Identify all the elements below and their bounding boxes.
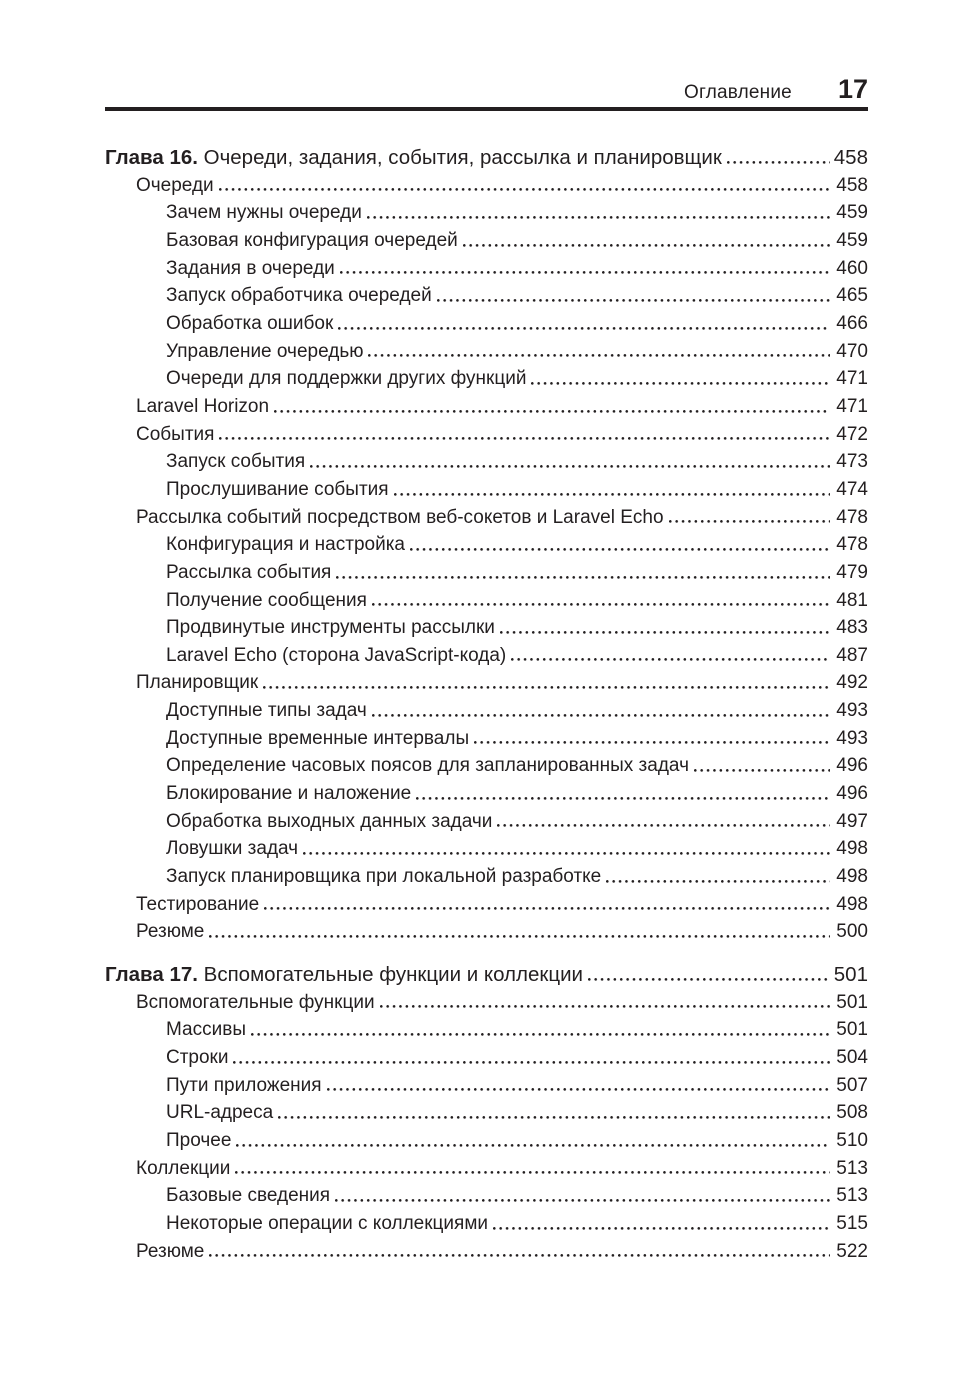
entry-page-number: 498	[836, 893, 868, 915]
toc-entry	[105, 1016, 868, 1044]
entry-page-number: 498	[836, 838, 868, 860]
toc-entry	[105, 338, 868, 366]
entry-title: Базовая конфигурация очередей	[166, 229, 458, 251]
dot-leader	[727, 161, 830, 164]
entry-page-number: 498	[836, 866, 868, 888]
entry-page-number: 487	[836, 644, 868, 666]
dot-leader	[235, 1171, 830, 1174]
dot-leader	[493, 1227, 830, 1230]
entry-title: Запуск обработчика очередей	[166, 285, 432, 307]
entry-page-number: 474	[836, 478, 868, 500]
toc-entry	[105, 282, 868, 310]
entry-title: Запуск планировщика при локальной разработке	[166, 866, 602, 888]
chapter-row	[105, 144, 868, 172]
toc-entry	[105, 642, 868, 670]
toc-entry	[105, 891, 868, 919]
toc-entry	[105, 476, 868, 504]
toc-entry	[105, 504, 868, 532]
entry-title: Конфигурация и настройка	[166, 534, 405, 556]
entry-page-number: 513	[836, 1157, 868, 1179]
entry-page-number: 504	[836, 1047, 868, 1068]
toc-entry	[105, 989, 868, 1017]
toc-entry	[105, 1072, 868, 1100]
chapter-row	[105, 961, 868, 989]
dot-leader	[380, 1005, 830, 1008]
entry-title: Прослушивание события	[166, 478, 389, 500]
entry-page-number: 500	[836, 921, 868, 943]
dot-leader	[588, 978, 830, 981]
entry-title: Laravel Horizon	[136, 395, 270, 417]
entry-page-number: 492	[836, 672, 868, 694]
entry-title: Ловушки задач	[166, 838, 299, 860]
entry-page-number: 471	[836, 368, 868, 390]
entry-page-number: 493	[836, 727, 868, 749]
toc-entry	[105, 559, 868, 587]
entry-title: Очереди	[136, 174, 214, 196]
dot-leader	[251, 1033, 830, 1036]
entry-title: Запуск события	[166, 451, 306, 473]
entry-title: Задания в очереди	[166, 257, 335, 279]
dot-leader	[278, 1116, 830, 1119]
toc-entry	[105, 531, 868, 559]
dot-leader	[335, 1199, 830, 1202]
toc-entry	[105, 1155, 868, 1183]
entry-title: Пути приложения	[166, 1074, 322, 1096]
dot-leader	[209, 935, 830, 938]
dot-leader	[310, 465, 830, 468]
chapter-page-number: 501	[833, 963, 868, 987]
toc-entry	[105, 393, 868, 421]
entry-page-number: 493	[836, 700, 868, 722]
dot-leader	[669, 520, 830, 523]
entry-title: Вспомогательные функции	[136, 991, 375, 1013]
dot-leader	[416, 797, 830, 800]
entry-title: Тестирование	[136, 893, 260, 915]
toc-entry	[105, 780, 868, 808]
entry-title: Продвинутые инструменты рассылки	[166, 617, 495, 639]
dot-leader	[367, 216, 830, 219]
entry-title: События	[136, 423, 215, 445]
toc-entry	[105, 1044, 868, 1072]
entry-title: Резюме	[136, 921, 205, 943]
toc-entry	[105, 172, 868, 200]
toc-section	[105, 961, 868, 1265]
entry-page-number: 479	[836, 561, 868, 583]
dot-leader	[209, 1254, 830, 1257]
entry-title: Зачем нужны очереди	[166, 202, 362, 224]
entry-page-number: 470	[836, 340, 868, 362]
dot-leader	[236, 1144, 830, 1147]
entry-title: Laravel Echo (сторона JavaScript-кода)	[166, 644, 507, 666]
toc-entry	[105, 587, 868, 615]
dot-leader	[219, 188, 830, 191]
entry-page-number: 465	[836, 285, 868, 307]
chapter-label: Глава 17.	[105, 963, 198, 987]
entry-page-number: 478	[836, 534, 868, 556]
entry-title: Обработка ошибок	[166, 312, 334, 334]
toc-entry	[105, 614, 868, 642]
entry-page-number: 458	[836, 174, 868, 196]
chapter-title: Вспомогательные функции и коллекции	[203, 963, 583, 987]
entry-page-number: 459	[836, 202, 868, 224]
toc-entry	[105, 255, 868, 283]
dot-leader	[336, 576, 830, 579]
entry-page-number: 481	[836, 589, 868, 611]
table-of-contents	[105, 144, 868, 1265]
dot-leader	[606, 880, 830, 883]
dot-leader	[368, 354, 830, 357]
entry-title: Резюме	[136, 1240, 205, 1262]
dot-leader	[463, 244, 830, 247]
entry-page-number: 508	[836, 1102, 868, 1124]
header-rule	[105, 107, 868, 111]
dot-leader	[274, 410, 830, 413]
running-head	[105, 74, 868, 105]
toc-entry	[105, 697, 868, 725]
entry-title: URL-адреса	[166, 1102, 274, 1124]
toc-entry	[105, 752, 868, 780]
entry-page-number: 473	[836, 451, 868, 473]
entry-page-number: 483	[836, 617, 868, 639]
entry-page-number: 478	[836, 506, 868, 528]
entry-page-number: 510	[836, 1129, 868, 1151]
entry-title: Получение сообщения	[166, 589, 367, 611]
toc-entry	[105, 1210, 868, 1238]
chapter-heading	[105, 144, 722, 172]
entry-title: Базовые сведения	[166, 1185, 331, 1207]
toc-entry	[105, 808, 868, 836]
dot-leader	[327, 1088, 830, 1091]
entry-title: Доступные временные интервалы	[166, 727, 470, 749]
toc-entry	[105, 227, 868, 255]
entry-title: Блокирование и наложение	[166, 783, 412, 805]
dot-leader	[474, 741, 830, 744]
dot-leader	[437, 299, 830, 302]
chapter-title: Очереди, задания, события, рассылка и планировщик	[203, 146, 722, 169]
dot-leader	[531, 382, 830, 385]
toc-entry	[105, 199, 868, 227]
dot-leader	[394, 493, 830, 496]
dot-leader	[219, 437, 830, 440]
entry-page-number: 501	[836, 1019, 868, 1041]
dot-leader	[694, 769, 830, 772]
dot-leader	[497, 824, 830, 827]
entry-page-number: 501	[836, 991, 868, 1013]
chapter-page-number: 458	[833, 146, 868, 169]
dot-leader	[338, 327, 830, 330]
entry-title: Определение часовых поясов для запланированных задач	[166, 755, 689, 777]
entry-page-number: 515	[836, 1212, 868, 1234]
entry-title: Некоторые операции с коллекциями	[166, 1212, 488, 1234]
toc-entry	[105, 835, 868, 863]
toc-entry	[105, 1238, 868, 1266]
entry-page-number: 471	[836, 395, 868, 417]
entry-page-number: 497	[836, 810, 868, 832]
entry-title: Очереди для поддержки других функций	[166, 368, 527, 390]
dot-leader	[511, 658, 830, 661]
dot-leader	[372, 714, 830, 717]
entry-title: Управление очередью	[166, 340, 364, 362]
entry-title: Рассылка события	[166, 561, 332, 583]
entry-page-number: 522	[836, 1240, 868, 1262]
entry-title: Рассылка событий посредством веб-сокетов и Laravel Echo	[136, 506, 664, 528]
entry-page-number: 496	[836, 755, 868, 777]
entry-title: Обработка выходных данных задачи	[166, 810, 493, 832]
entry-title: Строки	[166, 1047, 229, 1068]
entry-title: Доступные типы задач	[166, 700, 367, 722]
entry-page-number: 460	[836, 257, 868, 279]
entry-title: Прочее	[166, 1129, 232, 1151]
toc-section	[105, 144, 868, 946]
toc-entry	[105, 448, 868, 476]
chapter-label: Глава 16.	[105, 146, 198, 169]
dot-leader	[263, 686, 830, 689]
toc-entry	[105, 310, 868, 338]
entry-page-number: 459	[836, 229, 868, 251]
header-title: Оглавление	[684, 82, 792, 103]
entry-page-number: 513	[836, 1185, 868, 1207]
entry-title: Коллекции	[136, 1157, 231, 1179]
dot-leader	[233, 1061, 830, 1064]
dot-leader	[340, 271, 830, 274]
header-page-number: 17	[837, 74, 868, 104]
toc-entry	[105, 863, 868, 891]
toc-entry	[105, 918, 868, 946]
toc-entry	[105, 669, 868, 697]
dot-leader	[410, 548, 830, 551]
toc-entry	[105, 421, 868, 449]
dot-leader	[372, 603, 830, 606]
toc-entry	[105, 1127, 868, 1155]
entry-page-number: 507	[836, 1074, 868, 1096]
chapter-heading	[105, 961, 583, 989]
entry-title: Массивы	[166, 1019, 246, 1041]
dot-leader	[500, 631, 830, 634]
dot-leader	[264, 907, 830, 910]
toc-entry	[105, 1099, 868, 1127]
entry-page-number: 472	[836, 423, 868, 445]
entry-page-number: 466	[836, 312, 868, 334]
toc-entry	[105, 1182, 868, 1210]
entry-page-number: 496	[836, 783, 868, 805]
entry-title: Планировщик	[136, 672, 259, 694]
toc-entry	[105, 725, 868, 753]
toc-entry	[105, 365, 868, 393]
dot-leader	[303, 852, 830, 855]
